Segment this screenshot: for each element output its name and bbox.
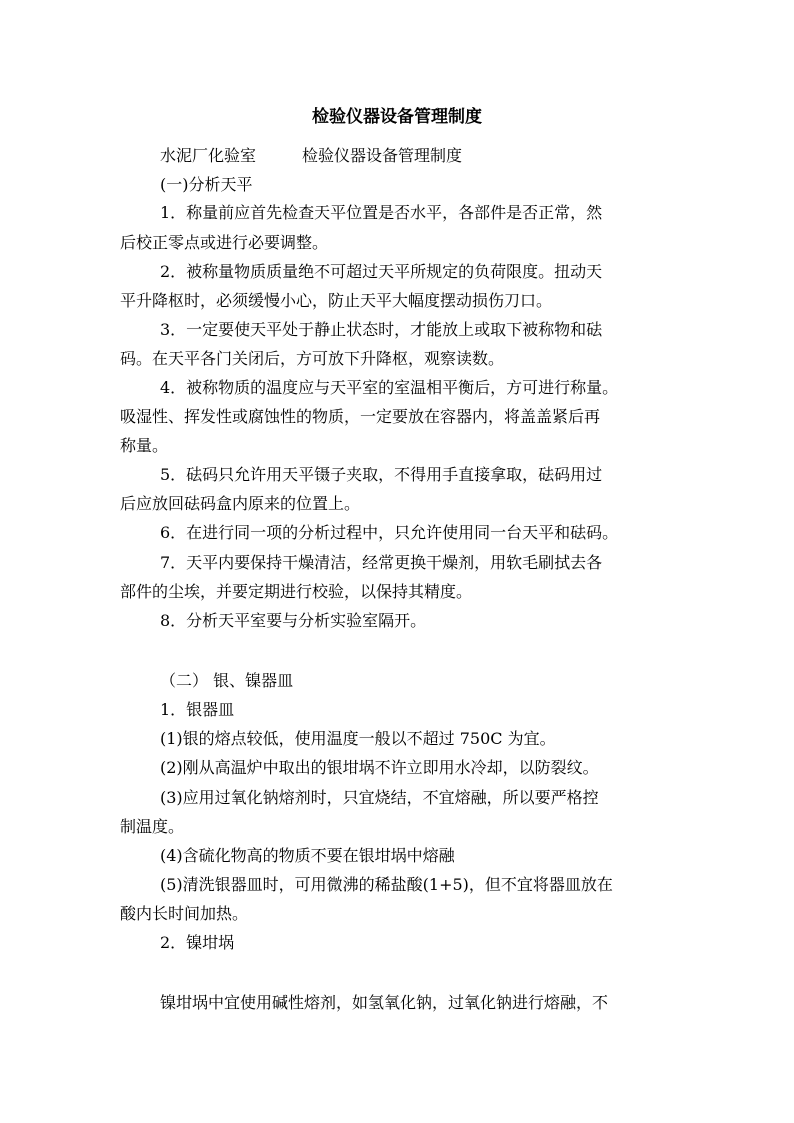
paragraph-line: 1．称量前应首先检查天平位置是否水平，各部件是否正常，然 [160,203,603,222]
page-title: 检验仪器设备管理制度 [312,107,482,127]
paragraph-line: (5)清洗银器皿时，可用微沸的稀盐酸(1+5)，但不宜将器皿放在 [160,875,613,894]
paragraph-line: (4)含硫化物高的物质不要在银坩埚中熔融 [160,846,455,865]
paragraph-line: 3．一定要使天平处于静止状态时，才能放上或取下被称物和砝 [160,320,603,339]
paragraph-line: 平升降枢时，必须缓慢小心，防止天平大幅度摆动损伤刀口。 [120,291,553,310]
paragraph-line: 2．被称量物质质量绝不可超过天平所规定的负荷限度。扭动天 [160,262,603,281]
paragraph-line: (3)应用过氧化钠熔剂时，只宜烧结，不宜熔融，所以要严格控 [160,788,599,807]
paragraph-line: 4．被称物质的温度应与天平室的室温相平衡后，方可进行称量。 [160,378,619,397]
paragraph-line: 7．天平内要保持干燥清洁，经常更换干燥剂，用软毛刷拭去各 [160,553,603,572]
paragraph-line: 镍坩埚中宜使用碱性熔剂，如氢氧化钠，过氧化钠进行熔融，不 [160,993,609,1012]
subsection-heading: 2．镍坩埚 [160,933,235,952]
subtitle-right: 检验仪器设备管理制度 [302,146,463,165]
section2-heading: （二） 银、镍器皿 [160,671,294,690]
paragraph-line: 码。在天平各门关闭后，方可放下升降枢，观察读数。 [120,349,505,368]
paragraph-line: 酸内长时间加热。 [120,904,249,923]
paragraph-line: 5．砝码只允许用天平镊子夹取，不得用手直接拿取，砝码用过 [160,465,603,484]
paragraph-line: 吸湿性、挥发性或腐蚀性的物质，一定要放在容器内，将盖盖紧后再 [120,407,601,426]
paragraph-line: (1)银的熔点较低，使用温度一般以不超过 750C 为宜。 [160,729,556,748]
section1-heading: (一)分析天平 [160,175,253,194]
paragraph-line: 8．分析天平室要与分析实验室隔开。 [160,611,427,630]
paragraph-line: 制温度。 [120,817,185,836]
paragraph-line: 后应放回砝码盒内原来的位置上。 [120,494,361,513]
paragraph-line: 称量。 [120,436,169,455]
paragraph-line: 6．在进行同一项的分析过程中，只允许使用同一台天平和砝码。 [160,523,619,542]
subtitle-left: 水泥厂化验室 [160,146,257,165]
paragraph-line: 部件的尘埃，并要定期进行校验，以保持其精度。 [120,582,473,601]
subtitle-line [160,144,462,168]
paragraph-line: 后校正零点或进行必要调整。 [120,233,329,252]
paragraph-line: (2)刚从高温炉中取出的银坩埚不许立即用水冷却，以防裂纹。 [160,758,599,777]
subsection-heading: 1．银器皿 [160,700,235,719]
